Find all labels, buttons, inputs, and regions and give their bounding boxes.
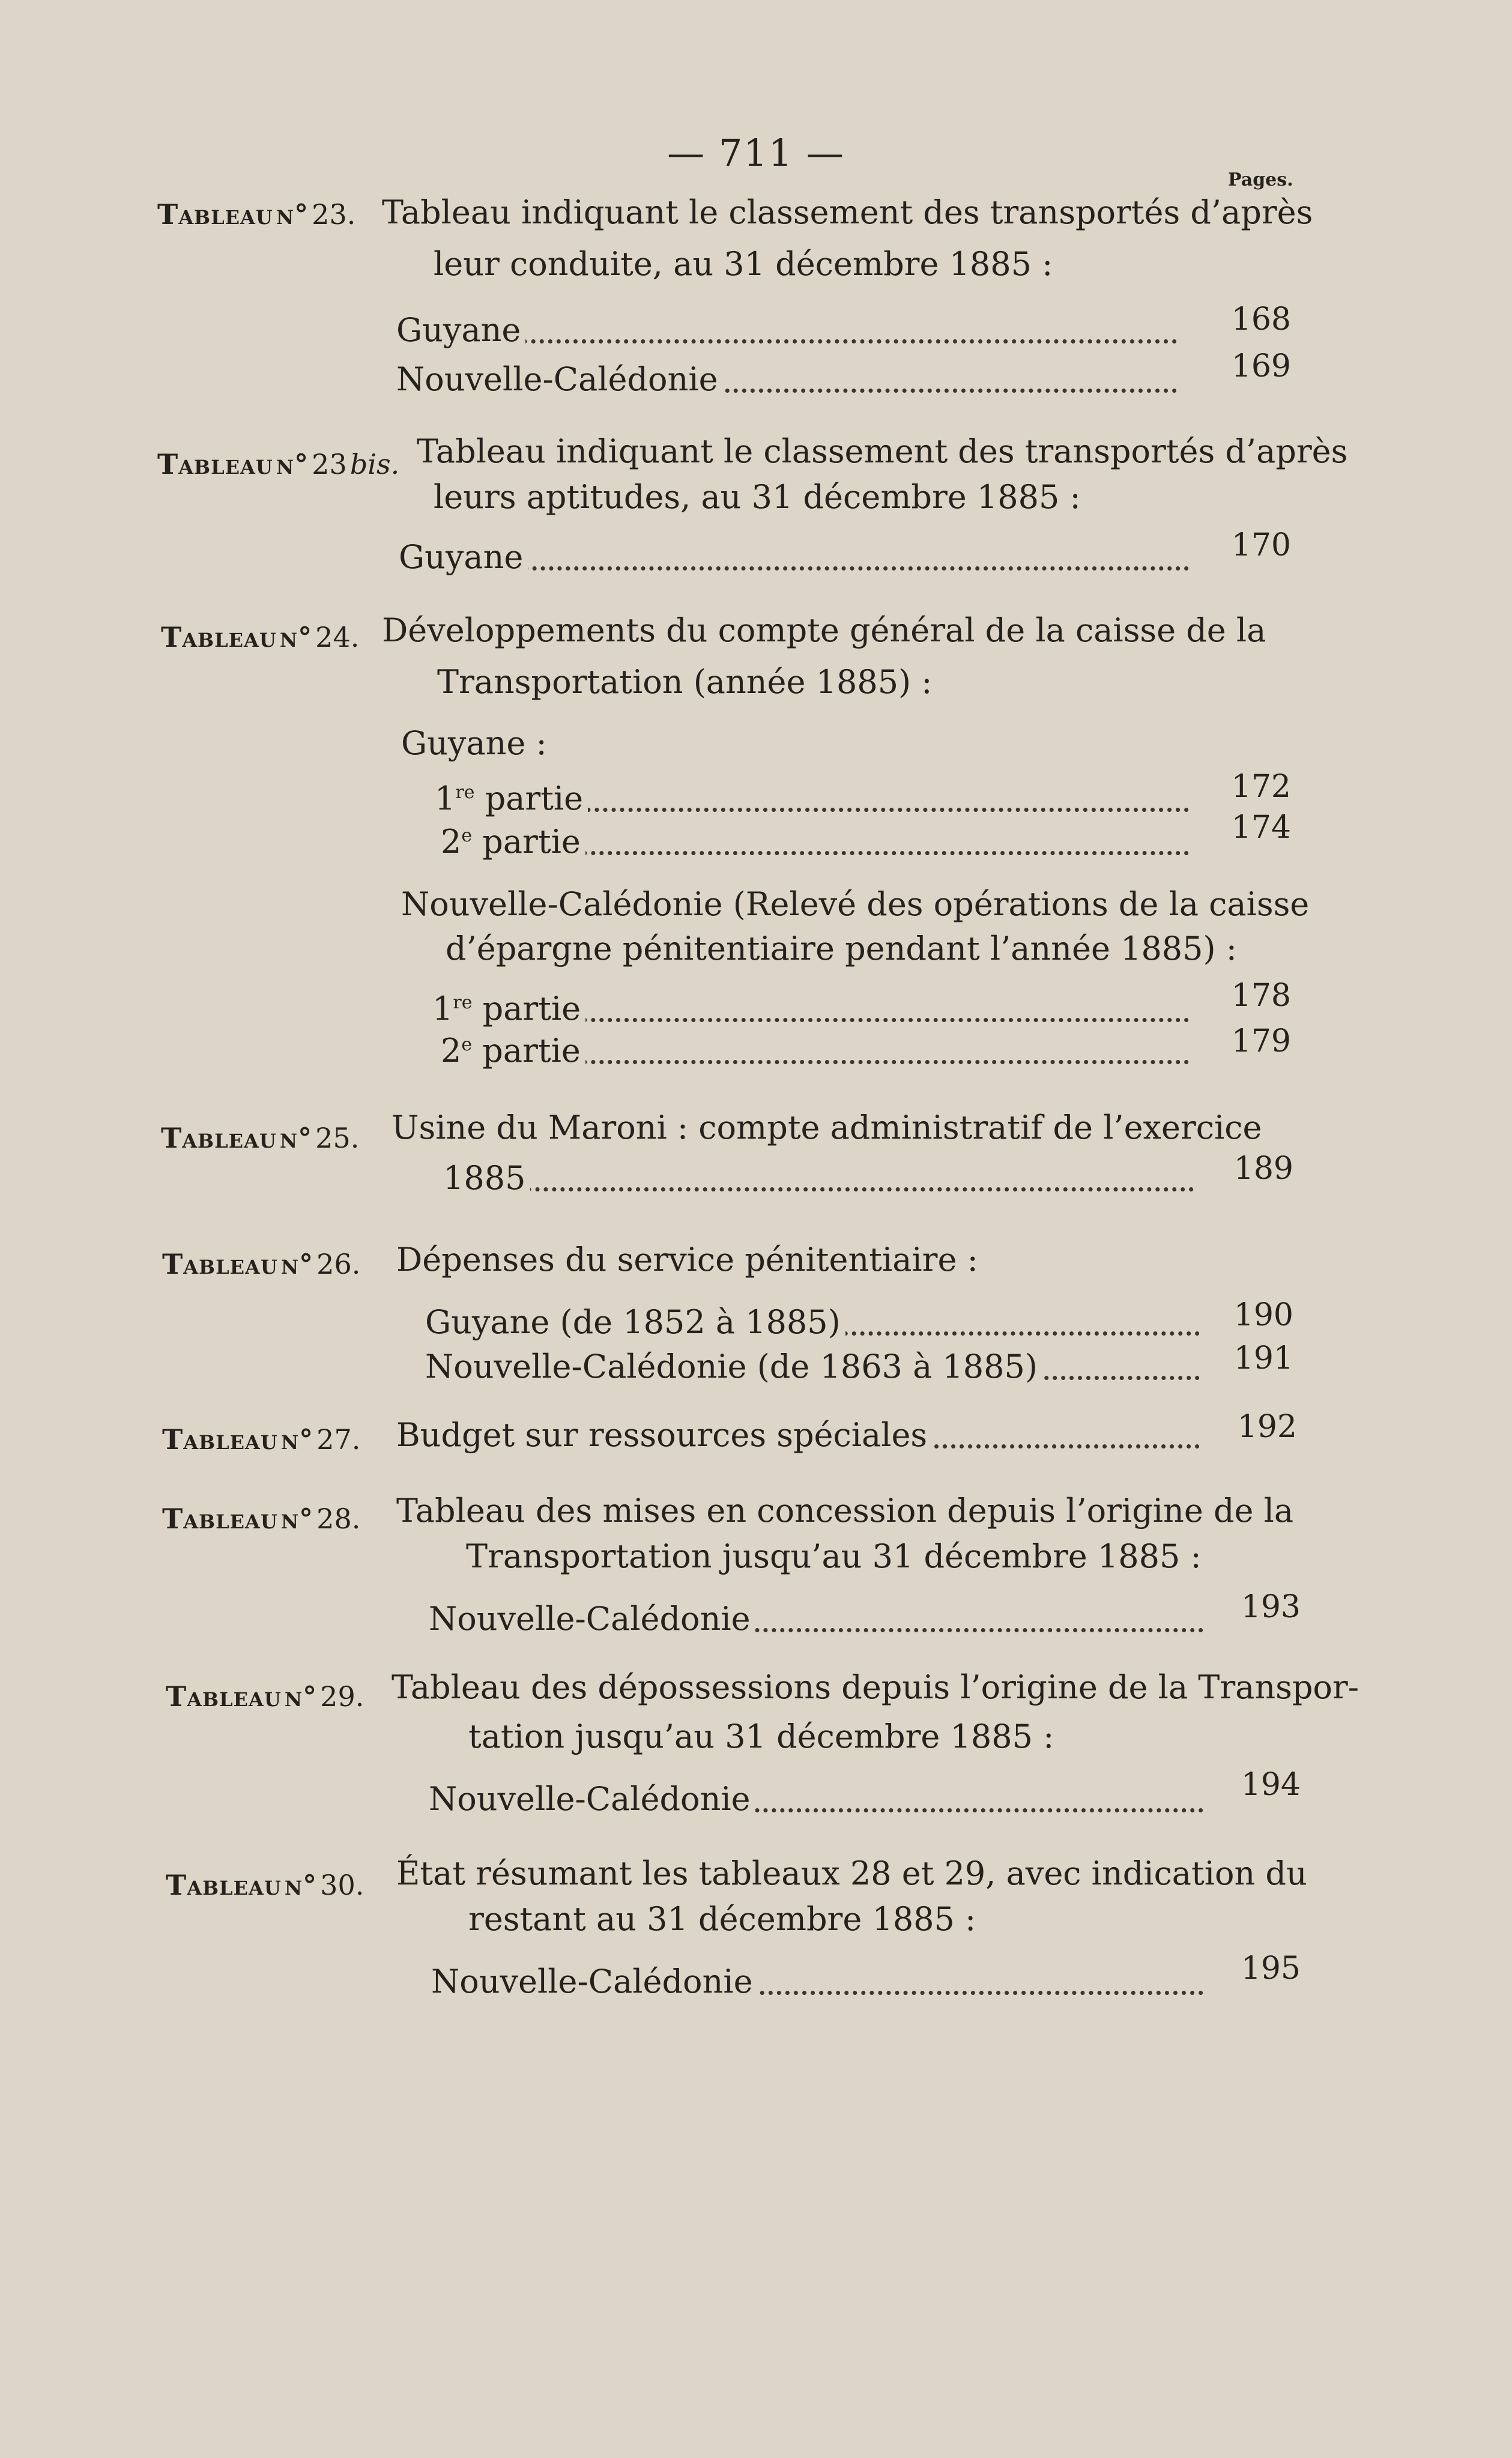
entry-label (162, 1423, 360, 1456)
toc-item (429, 1780, 1203, 1820)
item-label: partie (482, 823, 581, 861)
number-sign: n° (280, 1423, 314, 1456)
page-ref: 172 (1231, 769, 1291, 805)
item-label: Guyane (399, 538, 528, 576)
toc-item (429, 1600, 1203, 1639)
number-sign: n° (279, 1122, 313, 1154)
toc-item (431, 1963, 1203, 2002)
number-sign: n° (284, 1680, 318, 1713)
entry-number: 23 (312, 448, 347, 480)
toc-item (432, 990, 1189, 1029)
entry-title-line: tation jusqu’au 31 décembre 1885 : (468, 1718, 1054, 1755)
page-ref: 192 (1237, 1409, 1297, 1445)
number-sign: n° (276, 448, 309, 480)
tableau-word: Tableau (161, 1122, 277, 1154)
entry-number: 30. (320, 1869, 364, 1901)
entry-label (157, 448, 399, 480)
number-sign: n° (276, 198, 309, 231)
item-label: partie (485, 779, 584, 817)
sub-heading: Nouvelle-Calédonie (Relevé des opérations de la caisse (401, 885, 1310, 923)
tableau-word: Tableau (162, 1248, 278, 1280)
page-ref: 168 (1231, 301, 1291, 338)
entry-title-line: restant au 31 décembre 1885 : (468, 1900, 976, 1938)
tableau-word: Tableau (162, 1423, 278, 1456)
toc-item (396, 311, 1177, 351)
entry-number: 27. (316, 1423, 361, 1456)
entry-label (161, 1122, 359, 1154)
item-label: Nouvelle-Calédonie (429, 1780, 755, 1818)
entry-number: 25. (315, 1122, 360, 1154)
entry-number: 24. (315, 621, 360, 653)
entry-title-line: État résumant les tableaux 28 et 29, avec indication du (396, 1854, 1307, 1892)
tableau-word: Tableau (166, 1680, 282, 1713)
number-sign: n° (280, 1503, 314, 1535)
ordinal: 2 (441, 823, 462, 861)
entry-title-line: Tableau indiquant le classement des transportés d’après (417, 432, 1348, 470)
toc-item (441, 1032, 1189, 1071)
toc-item (399, 538, 1189, 578)
page-number: — 711 — (667, 131, 845, 175)
tableau-word: Tableau (162, 1503, 278, 1535)
dot-leader (443, 1187, 1194, 1191)
page-ref: 189 (1233, 1151, 1293, 1187)
page-ref: 178 (1231, 978, 1291, 1014)
toc-item (396, 360, 1177, 400)
number-sign: n° (279, 621, 313, 653)
page-ref: 174 (1231, 810, 1291, 846)
page-ref: 194 (1241, 1767, 1301, 1803)
item-label: Guyane (de 1852 à 1885) (425, 1303, 845, 1341)
page-ref: 195 (1241, 1951, 1301, 1987)
toc-item (396, 1416, 1200, 1456)
item-label: Nouvelle-Calédonie (de 1863 à 1885) (425, 1348, 1042, 1385)
page-ref: 169 (1231, 348, 1291, 384)
sub-heading: d’épargne pénitentiaire pendant l’année 1885) : (446, 930, 1237, 967)
entry-label (166, 1680, 364, 1713)
page-ref: 170 (1231, 527, 1291, 563)
toc-item (425, 1303, 1200, 1343)
page-ref: 179 (1231, 1023, 1291, 1059)
pages-column-label: Pages. (1228, 169, 1293, 190)
bis-suffix: bis. (349, 448, 400, 480)
item-label: Nouvelle-Calédonie (431, 1963, 758, 2000)
ordinal-suffix: e (461, 825, 473, 846)
entry-label (166, 1869, 364, 1901)
number-sign: n° (280, 1248, 314, 1280)
entry-title-line: leurs aptitudes, au 31 décembre 1885 : (434, 478, 1081, 516)
item-label: Guyane (396, 311, 525, 349)
toc-item (443, 1159, 1194, 1199)
item-label: Nouvelle-Calédonie (429, 1600, 755, 1638)
number-sign: n° (284, 1869, 318, 1901)
entry-label (157, 198, 355, 231)
page-ref: 190 (1233, 1297, 1293, 1333)
page-ref: 193 (1241, 1589, 1301, 1625)
entry-number: 23. (312, 198, 356, 231)
toc-item (425, 1348, 1200, 1387)
tableau-word: Tableau (157, 198, 273, 231)
entry-title-line: Tableau indiquant le classement des transportés d’après (382, 193, 1313, 231)
ordinal: 1 (435, 779, 456, 817)
toc-item (441, 823, 1189, 862)
page-ref: 191 (1233, 1340, 1293, 1376)
tableau-word: Tableau (157, 448, 273, 480)
item-label: partie (482, 1032, 581, 1070)
entry-title-line: Tableau des dépossessions depuis l’origine de la Transpor- (392, 1668, 1359, 1706)
toc-item (435, 779, 1189, 819)
ordinal: 1 (432, 990, 453, 1028)
entry-title-line: Dépenses du service pénitentiaire : (396, 1241, 978, 1279)
item-label: Nouvelle-Calédonie (396, 360, 723, 398)
ordinal-suffix: re (455, 782, 475, 803)
entry-number: 28. (316, 1503, 361, 1535)
tableau-word: Tableau (166, 1869, 282, 1901)
item-label: partie (482, 990, 581, 1028)
entry-label (161, 621, 359, 653)
entry-title-line: leur conduite, au 31 décembre 1885 : (434, 245, 1053, 283)
entry-title-line: Tableau des mises en concession depuis l’origine de la (396, 1492, 1294, 1530)
entry-title-line: Transportation jusqu’au 31 décembre 1885 : (466, 1537, 1202, 1575)
ordinal-suffix: re (453, 992, 473, 1013)
item-label: Budget sur ressources spéciales (396, 1416, 932, 1454)
entry-label (162, 1503, 360, 1535)
ordinal-suffix: e (461, 1034, 473, 1055)
ordinal: 2 (441, 1032, 462, 1070)
item-label: 1885 (443, 1159, 530, 1197)
tableau-word: Tableau (161, 621, 277, 653)
entry-title-line: Transportation (année 1885) : (437, 663, 933, 701)
entry-title-line: Usine du Maroni : compte administratif de l’exercice (392, 1109, 1262, 1146)
entry-label (162, 1248, 360, 1280)
entry-title-line: Développements du compte général de la caisse de la (382, 611, 1266, 649)
sub-heading: Guyane : (401, 724, 547, 762)
entry-number: 29. (320, 1680, 364, 1713)
entry-number: 26. (316, 1248, 361, 1280)
